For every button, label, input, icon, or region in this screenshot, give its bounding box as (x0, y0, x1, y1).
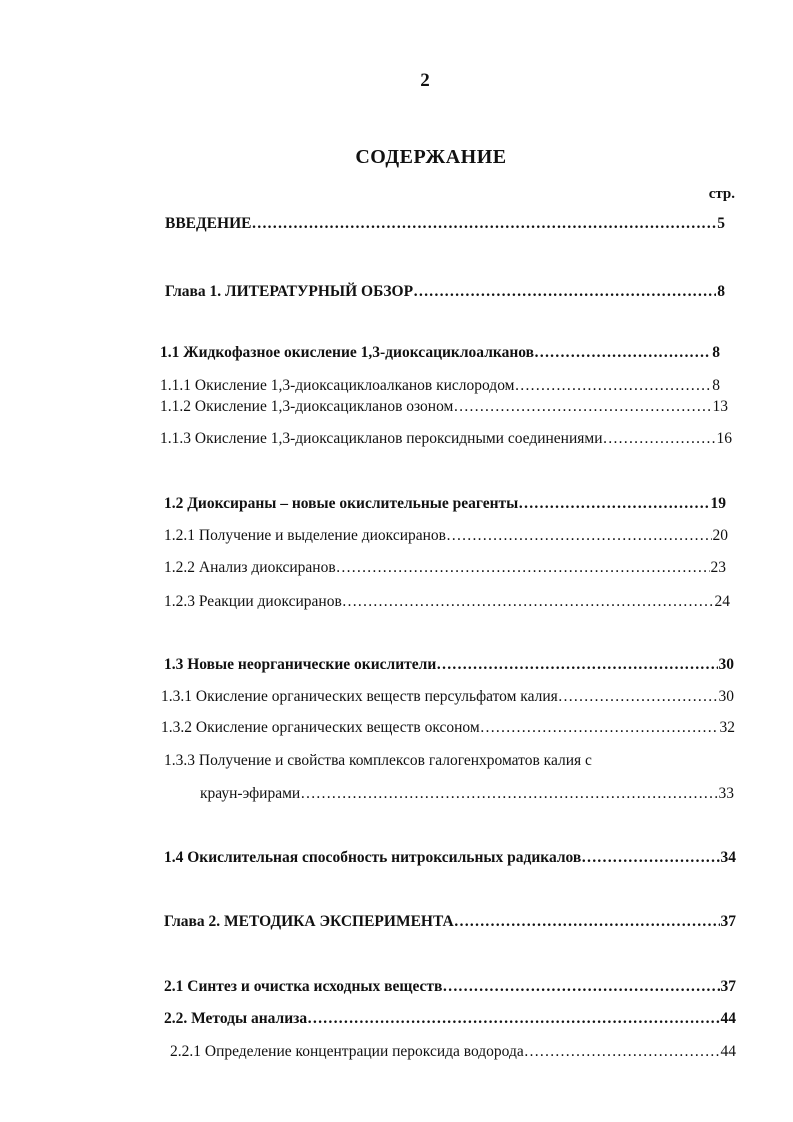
toc-entry-1-3-3-continued (200, 784, 734, 804)
toc-entry-text: краун-эфирами (200, 785, 301, 802)
toc-entry-page: 30 (718, 688, 734, 705)
toc-entry-1-3-2 (161, 718, 735, 738)
toc-entry-text: 1.3 Новые неорганические окислители (164, 656, 437, 673)
toc-entry-page: 13 (712, 398, 728, 415)
toc-entry-text: 2.2. Методы анализа (164, 1010, 308, 1027)
toc-entry-chapter-1 (165, 282, 725, 302)
toc-entry-text: 1.2 Диоксираны – новые окислительные реагенты (164, 495, 519, 512)
toc-entry-page: 8 (712, 344, 720, 361)
page-title: СОДЕРЖАНИЕ (355, 146, 507, 168)
toc-entry-text: 2.2.1 Определение концентрации пероксида водорода (170, 1043, 524, 1060)
toc-entry-1-4 (164, 848, 736, 868)
toc-entry-text: 1.2.1 Получение и выделение диоксиранов (164, 527, 446, 544)
leader-dots (454, 912, 720, 932)
leader-dots (453, 397, 711, 417)
toc-entry-2-1 (164, 977, 736, 997)
toc-entry-2-2-1 (170, 1042, 736, 1062)
leader-dots (336, 558, 710, 578)
toc-entry-text: 1.1.2 Окисление 1,3-диоксацикланов озоном (160, 398, 454, 415)
leader-dots (307, 1009, 719, 1029)
toc-entry-chapter-2 (164, 912, 736, 932)
toc-entry-1-2-2 (164, 558, 726, 578)
leader-dots (446, 526, 712, 546)
toc-entry-text: 1.4 Окислительная способность нитроксильных радикалов (164, 849, 582, 866)
leader-dots (300, 784, 717, 804)
leader-dots (534, 343, 711, 363)
toc-entry-page: 44 (720, 1010, 736, 1027)
leader-dots (251, 214, 716, 234)
toc-entry-page: 24 (714, 593, 730, 610)
toc-entry-page: 33 (718, 785, 734, 802)
toc-entry-text: 1.3.3 Получение и свойства комплексов галогенхроматов калия с (164, 752, 592, 769)
toc-entry-2-2 (164, 1009, 736, 1029)
leader-dots (581, 848, 719, 868)
toc-entry-1-3 (164, 655, 734, 675)
toc-entry-page: 5 (717, 215, 725, 232)
toc-entry-text: 1.2.2 Анализ диоксиранов (164, 559, 336, 576)
toc-entry-page: 20 (712, 527, 728, 544)
leader-dots (524, 1042, 720, 1062)
toc-entry-page: 44 (720, 1043, 736, 1060)
toc-entry-text: 1.1.3 Окисление 1,3-диоксацикланов пероксидными соединениями (160, 430, 603, 447)
page-number: 2 (420, 70, 430, 91)
leader-dots (514, 376, 711, 396)
toc-entry-text: ВВЕДЕНИЕ (165, 215, 252, 232)
toc-entry-1-2-3 (164, 592, 730, 612)
toc-entry-1-2-1 (164, 526, 728, 546)
toc-entry-1-1-3 (160, 429, 732, 449)
pages-column-label: стр. (708, 186, 735, 202)
toc-entry-text: 1.3.2 Окисление органических веществ оксоном (161, 719, 480, 736)
toc-entry-page: 32 (719, 719, 735, 736)
toc-entry-page: 37 (720, 978, 736, 995)
toc-entry-page: 8 (717, 283, 725, 300)
toc-entry-page: 19 (710, 495, 726, 512)
leader-dots (436, 655, 717, 675)
toc-entry-page: 34 (720, 849, 736, 866)
toc-entry-1-1-1 (160, 376, 720, 396)
leader-dots (558, 687, 718, 707)
toc-entry-1-1 (160, 343, 720, 363)
leader-dots (518, 494, 709, 514)
toc-entry-text: 2.1 Синтез и очистка исходных веществ (164, 978, 443, 995)
toc-entry-text: Глава 1. ЛИТЕРАТУРНЫЙ ОБЗОР (165, 283, 414, 300)
toc-entry-page: 23 (710, 559, 726, 576)
toc-entry-page: 37 (720, 913, 736, 930)
leader-dots (480, 718, 719, 738)
toc-entry-1-1-2 (160, 397, 728, 417)
toc-entry-text: Глава 2. МЕТОДИКА ЭКСПЕРИМЕНТА (164, 913, 454, 930)
toc-entry-1-2 (164, 494, 726, 514)
toc-entry-1-3-1 (161, 687, 734, 707)
leader-dots (342, 592, 714, 612)
leader-dots (603, 429, 716, 449)
toc-entry-page: 30 (718, 656, 734, 673)
toc-entry-1-3-3 (164, 751, 592, 771)
toc-entry-text: 1.2.3 Реакции диоксиранов (164, 593, 342, 610)
toc-entry-text: 1.1 Жидкофазное окисление 1,3-диоксациклоалканов (160, 344, 534, 361)
toc-entry-page: 16 (716, 430, 732, 447)
toc-entry-text: 1.3.1 Окисление органических веществ персульфатом калия (161, 688, 558, 705)
toc-entry-page: 8 (712, 377, 720, 394)
toc-entry-introduction (165, 214, 725, 234)
toc-entry-text: 1.1.1 Окисление 1,3-диоксациклоалканов кислородом (160, 377, 515, 394)
leader-dots (413, 282, 716, 302)
leader-dots (442, 977, 719, 997)
